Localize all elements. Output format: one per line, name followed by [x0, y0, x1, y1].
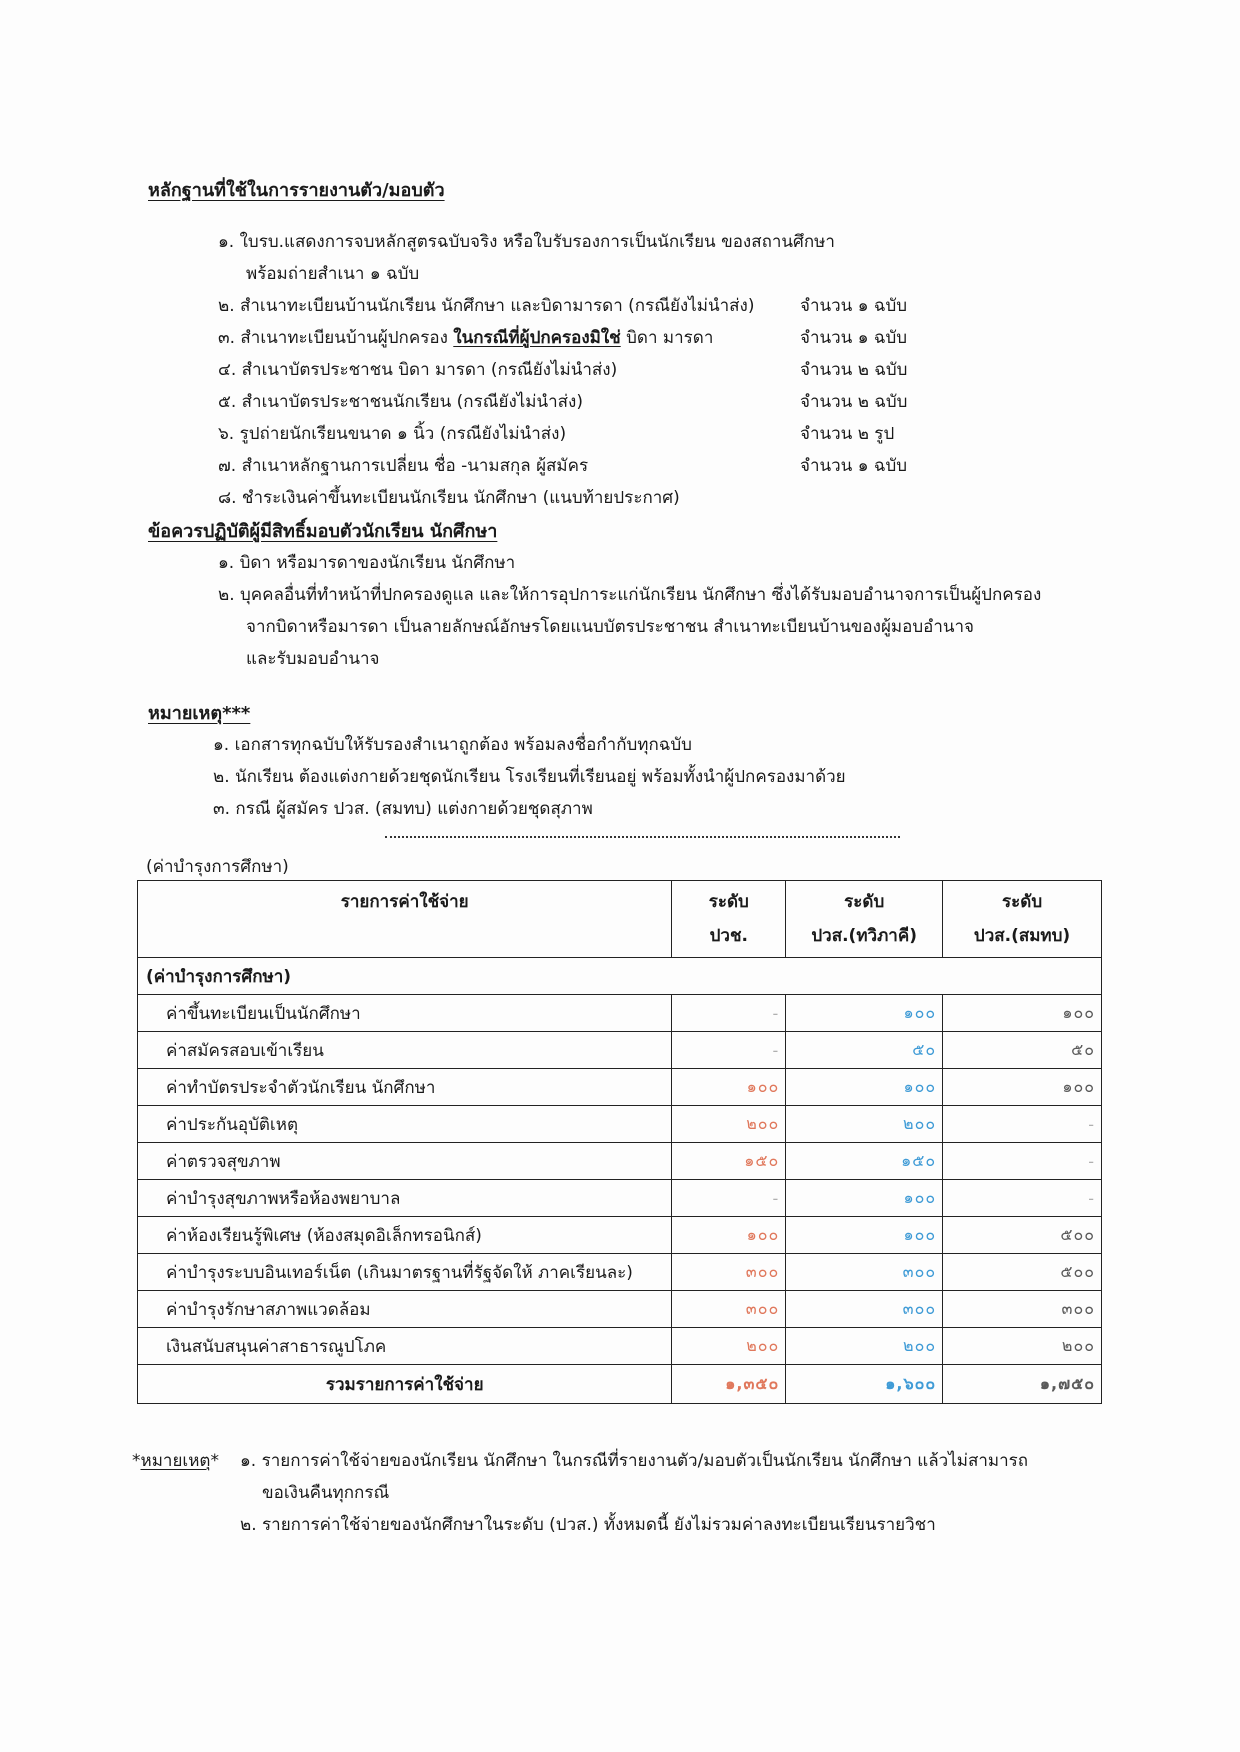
- evidence-item-7: ๗. สำเนาหลักฐานการเปลี่ยน ชื่อ -นามสกุล ผู้สมัคร: [218, 456, 589, 476]
- total-pvc: ๑,๓๕๐: [672, 1365, 786, 1404]
- row-pvs-dual-value: ๓๐๐: [786, 1254, 943, 1291]
- evidence-item-1: ๑. ใบรบ.แสดงการจบหลักสูตรฉบับจริง หรือใบรับรองการเป็นนักเรียน ของสถานศึกษา: [218, 232, 835, 252]
- row-item-label: ค่าประกันอุบัติเหตุ: [138, 1106, 672, 1143]
- evidence-item-3-qty: จำนวน ๑ ฉบับ: [800, 328, 908, 348]
- row-pvs-joint-value: ๓๐๐: [943, 1291, 1102, 1328]
- evidence-item-1-cont: พร้อมถ่ายสำเนา ๑ ฉบับ: [246, 264, 420, 284]
- row-pvc-value: ๑๕๐: [672, 1143, 786, 1180]
- row-item-label: ค่าบำรุงระบบอินเทอร์เน็ต (เกินมาตรฐานที่รัฐจัดให้ ภาคเรียนละ): [138, 1254, 672, 1291]
- row-pvs-joint-value: -: [943, 1143, 1102, 1180]
- evidence-item-3-pre: ๓. สำเนาทะเบียนบ้านผู้ปกครอง: [218, 328, 454, 348]
- header-pvs-joint-line1: ระดับ: [1002, 892, 1043, 912]
- row-pvc-value: ๑๐๐: [672, 1217, 786, 1254]
- footnote-line-2: ๒. รายการค่าใช้จ่ายของนักศึกษาในระดับ (ปวส.) ทั้งหมดนี้ ยังไม่รวมค่าลงทะเบียนเรียนรายวิชา: [240, 1515, 936, 1535]
- evidence-item-6-qty: จำนวน ๒ รูป: [800, 424, 895, 444]
- table-row: [138, 1328, 1102, 1365]
- notes-heading: หมายเหตุ***: [148, 703, 251, 724]
- header-pvs-joint-line2: ปวส.(สมทบ): [973, 926, 1071, 946]
- footnote-word: หมายเหตุ: [140, 1451, 211, 1471]
- footnote-line-1-cont: ขอเงินคืนทุกกรณี: [262, 1483, 390, 1503]
- row-item-label: เงินสนับสนุนค่าสาธารณูปโภค: [138, 1328, 672, 1365]
- table-row: [138, 1217, 1102, 1254]
- table-row: [138, 1180, 1102, 1217]
- notes-item-2: ๒. นักเรียน ต้องแต่งกายด้วยชุดนักเรียน โรงเรียนที่เรียนอยู่ พร้อมทั้งนำผู้ปกครองมาด้วย: [213, 767, 846, 787]
- row-pvs-dual-value: ๕๐: [786, 1032, 943, 1069]
- table-row: [138, 1069, 1102, 1106]
- header-pvc-line2: ปวช.: [709, 926, 748, 946]
- evidence-item-5-qty: จำนวน ๒ ฉบับ: [800, 392, 908, 412]
- row-pvs-joint-value: ๕๐: [943, 1032, 1102, 1069]
- row-pvs-dual-value: ๑๐๐: [786, 995, 943, 1032]
- row-pvs-dual-value: ๒๐๐: [786, 1328, 943, 1365]
- total-pvs-joint: ๑,๗๕๐: [943, 1365, 1102, 1404]
- total-pvs-dual: ๑,๖๐๐: [786, 1365, 943, 1404]
- eligible-item-2-cont2: และรับมอบอำนาจ: [246, 649, 380, 669]
- row-pvc-value: ๑๐๐: [672, 1069, 786, 1106]
- header-pvs-dual-line1: ระดับ: [844, 892, 885, 912]
- header-item: รายการค่าใช้จ่าย: [138, 881, 672, 958]
- total-label: รวมรายการค่าใช้จ่าย: [138, 1365, 672, 1404]
- footnote-star-end: *: [210, 1451, 219, 1471]
- table-caption: (ค่าบำรุงการศึกษา): [146, 857, 289, 877]
- row-pvs-dual-value: ๑๐๐: [786, 1069, 943, 1106]
- header-pvc: [672, 881, 786, 958]
- row-pvs-joint-value: ๑๐๐: [943, 995, 1102, 1032]
- total-row: [138, 1365, 1102, 1404]
- row-pvs-joint-value: ๕๐๐: [943, 1217, 1102, 1254]
- evidence-item-6: ๖. รูปถ่ายนักเรียนขนาด ๑ นิ้ว (กรณียังไม่นำส่ง): [218, 424, 567, 444]
- row-pvc-value: ๒๐๐: [672, 1106, 786, 1143]
- row-pvs-dual-value: ๑๐๐: [786, 1217, 943, 1254]
- table-row: [138, 1143, 1102, 1180]
- header-pvs-dual-line2: ปวส.(ทวิภาคี): [811, 926, 917, 946]
- row-item-label: ค่าบำรุงสุขภาพหรือห้องพยาบาล: [138, 1180, 672, 1217]
- row-pvc-value: ๓๐๐: [672, 1254, 786, 1291]
- footnote-star: *: [132, 1451, 141, 1471]
- row-pvs-joint-value: ๕๐๐: [943, 1254, 1102, 1291]
- table-row: [138, 1106, 1102, 1143]
- row-item-label: ค่าทำบัตรประจำตัวนักเรียน นักศึกษา: [138, 1069, 672, 1106]
- evidence-item-3: [218, 324, 713, 351]
- row-pvs-dual-value: ๑๐๐: [786, 1180, 943, 1217]
- row-item-label: ค่าตรวจสุขภาพ: [138, 1143, 672, 1180]
- eligible-item-2-cont: จากบิดาหรือมารดา เป็นลายลักษณ์อักษรโดยแนบบัตรประชาชน สำเนาทะเบียนบ้านของผู้มอบอำนาจ: [246, 617, 974, 637]
- footnote-line-1: ๑. รายการค่าใช้จ่ายของนักเรียน นักศึกษา ในกรณีที่รายงานตัว/มอบตัวเป็นนักเรียน นักศึกษา แล้วไม่สามารถ: [240, 1451, 1029, 1471]
- evidence-item-2-qty: จำนวน ๑ ฉบับ: [800, 296, 908, 316]
- dotted-separator: [385, 832, 900, 838]
- group-label: (ค่าบำรุงการศึกษา): [138, 958, 1102, 995]
- row-item-label: ค่าขึ้นทะเบียนเป็นนักศึกษา: [138, 995, 672, 1032]
- table-row: [138, 1254, 1102, 1291]
- row-pvs-joint-value: -: [943, 1180, 1102, 1217]
- row-item-label: ค่าห้องเรียนรู้พิเศษ (ห้องสมุดอิเล็กทรอนิกส์): [138, 1217, 672, 1254]
- evidence-item-4: ๔. สำเนาบัตรประชาชน บิดา มารดา (กรณียังไม่นำส่ง): [218, 360, 618, 380]
- eligible-heading: ข้อควรปฏิบัติผู้มีสิทธิ์มอบตัวนักเรียน นักศึกษา: [148, 521, 498, 542]
- evidence-item-7-qty: จำนวน ๑ ฉบับ: [800, 456, 908, 476]
- evidence-item-2: ๒. สำเนาทะเบียนบ้านนักเรียน นักศึกษา และบิดามารดา (กรณียังไม่นำส่ง): [218, 296, 755, 316]
- row-pvs-joint-value: ๒๐๐: [943, 1328, 1102, 1365]
- evidence-item-8: ๘. ชำระเงินค่าขึ้นทะเบียนนักเรียน นักศึกษา (แนบท้ายประกาศ): [218, 488, 680, 508]
- evidence-item-3-emphasis: ในกรณีที่ผู้ปกครองมิใช่: [453, 328, 621, 348]
- notes-item-3: ๓. กรณี ผู้สมัคร ปวส. (สมทบ) แต่งกายด้วยชุดสุภาพ: [213, 799, 593, 819]
- row-pvs-joint-value: -: [943, 1106, 1102, 1143]
- evidence-item-4-qty: จำนวน ๒ ฉบับ: [800, 360, 908, 380]
- row-pvs-dual-value: ๓๐๐: [786, 1291, 943, 1328]
- fee-rows: [138, 995, 1102, 1365]
- row-pvc-value: ๓๐๐: [672, 1291, 786, 1328]
- row-pvc-value: -: [672, 1180, 786, 1217]
- table-row: [138, 995, 1102, 1032]
- header-pvs-joint: [943, 881, 1102, 958]
- fee-table: [137, 880, 1102, 1404]
- notes-item-1: ๑. เอกสารทุกฉบับให้รับรองสำเนาถูกต้อง พร้อมลงชื่อกำกับทุกฉบับ: [213, 735, 692, 755]
- eligible-item-1: ๑. บิดา หรือมารดาของนักเรียน นักศึกษา: [218, 553, 516, 573]
- row-pvs-dual-value: ๒๐๐: [786, 1106, 943, 1143]
- evidence-item-3-post: บิดา มารดา: [620, 328, 714, 348]
- header-pvc-line1: ระดับ: [708, 892, 749, 912]
- evidence-item-5: ๕. สำเนาบัตรประชาชนนักเรียน (กรณียังไม่นำส่ง): [218, 392, 583, 412]
- evidence-heading: หลักฐานที่ใช้ในการรายงานตัว/มอบตัว: [148, 180, 445, 201]
- row-pvs-joint-value: ๑๐๐: [943, 1069, 1102, 1106]
- footnote-label: [132, 1447, 219, 1474]
- table-header-row: [138, 881, 1102, 958]
- row-pvc-value: -: [672, 1032, 786, 1069]
- row-pvc-value: ๒๐๐: [672, 1328, 786, 1365]
- table-row: [138, 1032, 1102, 1069]
- group-row: [138, 958, 1102, 995]
- row-item-label: ค่าบำรุงรักษาสภาพแวดล้อม: [138, 1291, 672, 1328]
- row-pvc-value: -: [672, 995, 786, 1032]
- table-row: [138, 1291, 1102, 1328]
- row-pvs-dual-value: ๑๕๐: [786, 1143, 943, 1180]
- eligible-item-2: ๒. บุคคลอื่นที่ทำหน้าที่ปกครองดูแล และให้การอุปการะแก่นักเรียน นักศึกษา ซึ่งได้รับมอบอำนาจการเป็นผู้ปกครอง: [218, 585, 1042, 605]
- row-item-label: ค่าสมัครสอบเข้าเรียน: [138, 1032, 672, 1069]
- header-pvs-dual: [786, 881, 943, 958]
